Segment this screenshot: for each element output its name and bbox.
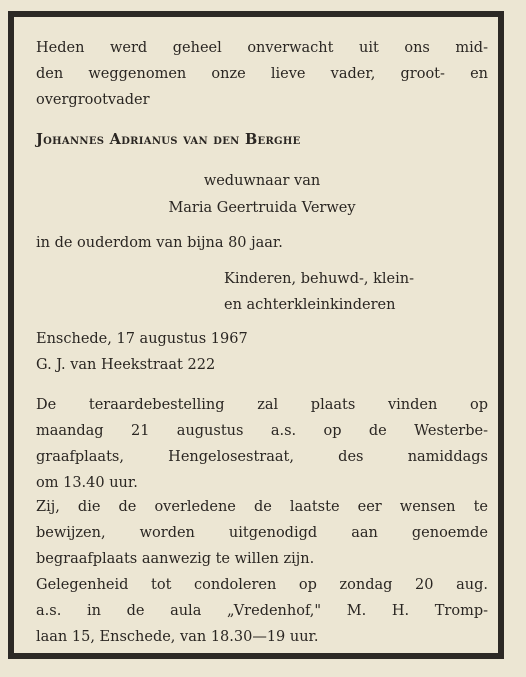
condolence-line: a.s. in de aula „Vredenhof," M. H. Tromp- (36, 603, 488, 619)
burial-line: De teraardebestelling zal plaats vinden op (36, 397, 488, 413)
intro-line: Heden werd geheel onverwacht uit ons mid- (36, 40, 488, 56)
deceased-name: Johannes Adrianus van den Berghe (36, 131, 301, 148)
address: G. J. van Heekstraat 222 (36, 357, 216, 373)
condolence-paragraph (36, 572, 488, 650)
age-line (36, 230, 488, 256)
burial-paragraph (36, 392, 488, 496)
intro-line: overgrootvader (36, 92, 150, 108)
invitation-paragraph (36, 494, 488, 572)
condolence-line: Gelegenheid tot condoleren op zondag 20 aug. (36, 577, 488, 593)
family-line: Kinderen, behuwd-, klein- (224, 271, 414, 287)
place-date-block (36, 326, 488, 378)
burial-line: om 13.40 uur. (36, 475, 138, 491)
invitation-line: begraafplaats aanwezig te willen zijn. (36, 551, 315, 567)
family-line: en achterkleinkinderen (224, 297, 396, 313)
family-signature (224, 266, 414, 318)
intro-paragraph (36, 35, 488, 113)
spouse-name: Maria Geertruida Verwey (168, 200, 356, 216)
invitation-line: Zij, die de overledene de laatste eer wensen te (36, 499, 488, 515)
age-text: in de ouderdom van bijna 80 jaar. (36, 235, 283, 251)
burial-line: maandag 21 augustus a.s. op de Westerbe- (36, 423, 488, 439)
condolence-line: laan 15, Enschede, van 18.30—19 uur. (36, 629, 319, 645)
place-date: Enschede, 17 augustus 1967 (36, 331, 248, 347)
intro-line: den weggenomen onze lieve vader, groot- en (36, 66, 488, 82)
widower-label: weduwnaar van (203, 173, 321, 189)
invitation-line: bewijzen, worden uitgenodigd aan genoemde (36, 525, 488, 541)
burial-line: graafplaats, Hengelosestraat, des namiddags (36, 449, 488, 465)
